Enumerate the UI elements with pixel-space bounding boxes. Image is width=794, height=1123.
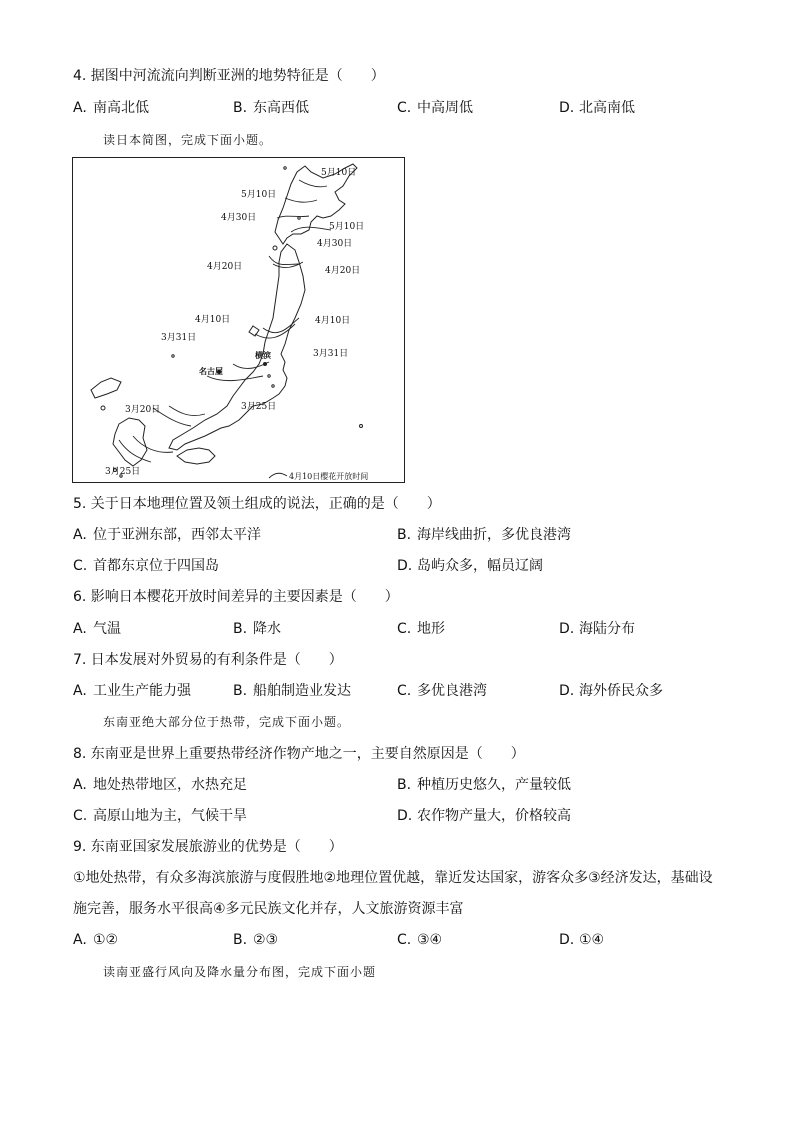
question-7-stem: 7. 日本发展对外贸易的有利条件是（ ） [73,652,343,668]
option-a[interactable]: A. 地处热带地区，水热充足 [73,777,247,793]
isoline-label: 5月10日 [241,190,277,200]
intro-japan-map: 读日本简图，完成下面小题。 [103,133,273,147]
option-d[interactable]: D. 农作物产量大，价格较高 [397,808,571,824]
option-a[interactable]: A. ①② [73,932,119,948]
option-d[interactable]: D. 海陆分布 [559,621,635,637]
isoline-label: 4月10日 [315,316,351,326]
isoline-label: 4月10日 [195,315,231,325]
option-b[interactable]: B. ②③ [233,932,279,948]
option-d[interactable]: D. ①④ [559,932,605,948]
city-yokohama: 横滨 [255,351,271,360]
option-d[interactable]: D. 北高南低 [559,100,635,116]
city-nagoya: 名古屋 [199,367,223,376]
option-d[interactable]: D. 岛屿众多，幅员辽阔 [397,558,543,574]
question-6-stem: 6. 影响日本樱花开放时间差异的主要因素是（ ） [73,589,399,605]
option-a[interactable]: A. 气温 [73,621,121,637]
option-b[interactable]: B. 种植历史悠久，产量较低 [397,777,571,793]
intro-southeast-asia: 东南亚绝大部分位于热带，完成下面小题。 [103,715,351,729]
option-a[interactable]: A. 位于亚洲东部，西邻太平洋 [73,527,261,543]
option-b[interactable]: B. 船舶制造业发达 [233,683,351,699]
option-c[interactable]: C. 地形 [397,621,445,637]
isoline-label: 3月20日 [125,405,161,415]
intro-south-asia: 读南亚盛行风向及降水量分布图，完成下面小题 [103,965,377,979]
isoline-label: 3月31日 [161,333,197,343]
option-b[interactable]: B. 降水 [233,621,281,637]
isoline-label: 4月20日 [325,266,361,276]
option-c[interactable]: C. 高原山地为主，气候干旱 [73,808,247,824]
isoline-label: 5月10日 [329,222,365,232]
question-5-stem: 5. 关于日本地理位置及领土组成的说法，正确的是（ ） [73,496,441,512]
legend-line-icon [269,473,287,478]
option-c[interactable]: C. 首都东京位于四国岛 [73,558,219,574]
shikoku-island [177,448,215,464]
isoline-label: 4月30日 [221,213,257,223]
question-9-stem: 9. 东南亚国家发展旅游业的优势是（ ） [73,839,343,855]
question-9-material-line-2: 施完善，服务水平很高④多元民族文化并存，人文旅游资源丰富 [73,901,464,917]
isoline-label: 5月10日 [321,168,357,178]
isoline-label: 3月31日 [313,349,349,359]
map-svg [73,158,404,482]
option-a[interactable]: A. 工业生产能力强 [73,683,191,699]
isoline-label: 3月25日 [241,402,277,412]
isoline-label: 4月30日 [317,239,353,249]
yokohama-marker [263,362,267,366]
question-8-stem: 8. 东南亚是世界上重要热带经济作物产地之一，主要自然原因是（ ） [73,746,525,762]
map-legend: 4月10日樱花开放时间 [289,472,369,481]
option-c[interactable]: C. 中高周低 [397,100,473,116]
option-c[interactable]: C. ③④ [397,932,443,948]
question-9-material-line-1: ①地处热带，有众多海滨旅游与度假胜地②地理位置优越，靠近发达国家，游客众多③经济发达，基础设 [73,870,713,886]
question-4-stem: 4. 据图中河流流向判断亚洲的地势特征是（ ） [73,68,385,84]
honshu-island [169,244,305,450]
option-a[interactable]: A. 南高北低 [73,100,149,116]
option-b[interactable]: B. 东高西低 [233,100,309,116]
option-c[interactable]: C. 多优良港湾 [397,683,487,699]
isoline-label: 4月20日 [207,262,243,272]
option-b[interactable]: B. 海岸线曲折，多优良港湾 [397,527,571,543]
japan-cherry-blossom-map [72,157,405,483]
option-d[interactable]: D. 海外侨民众多 [559,683,663,699]
isoline-label: 3月25日 [105,467,141,477]
